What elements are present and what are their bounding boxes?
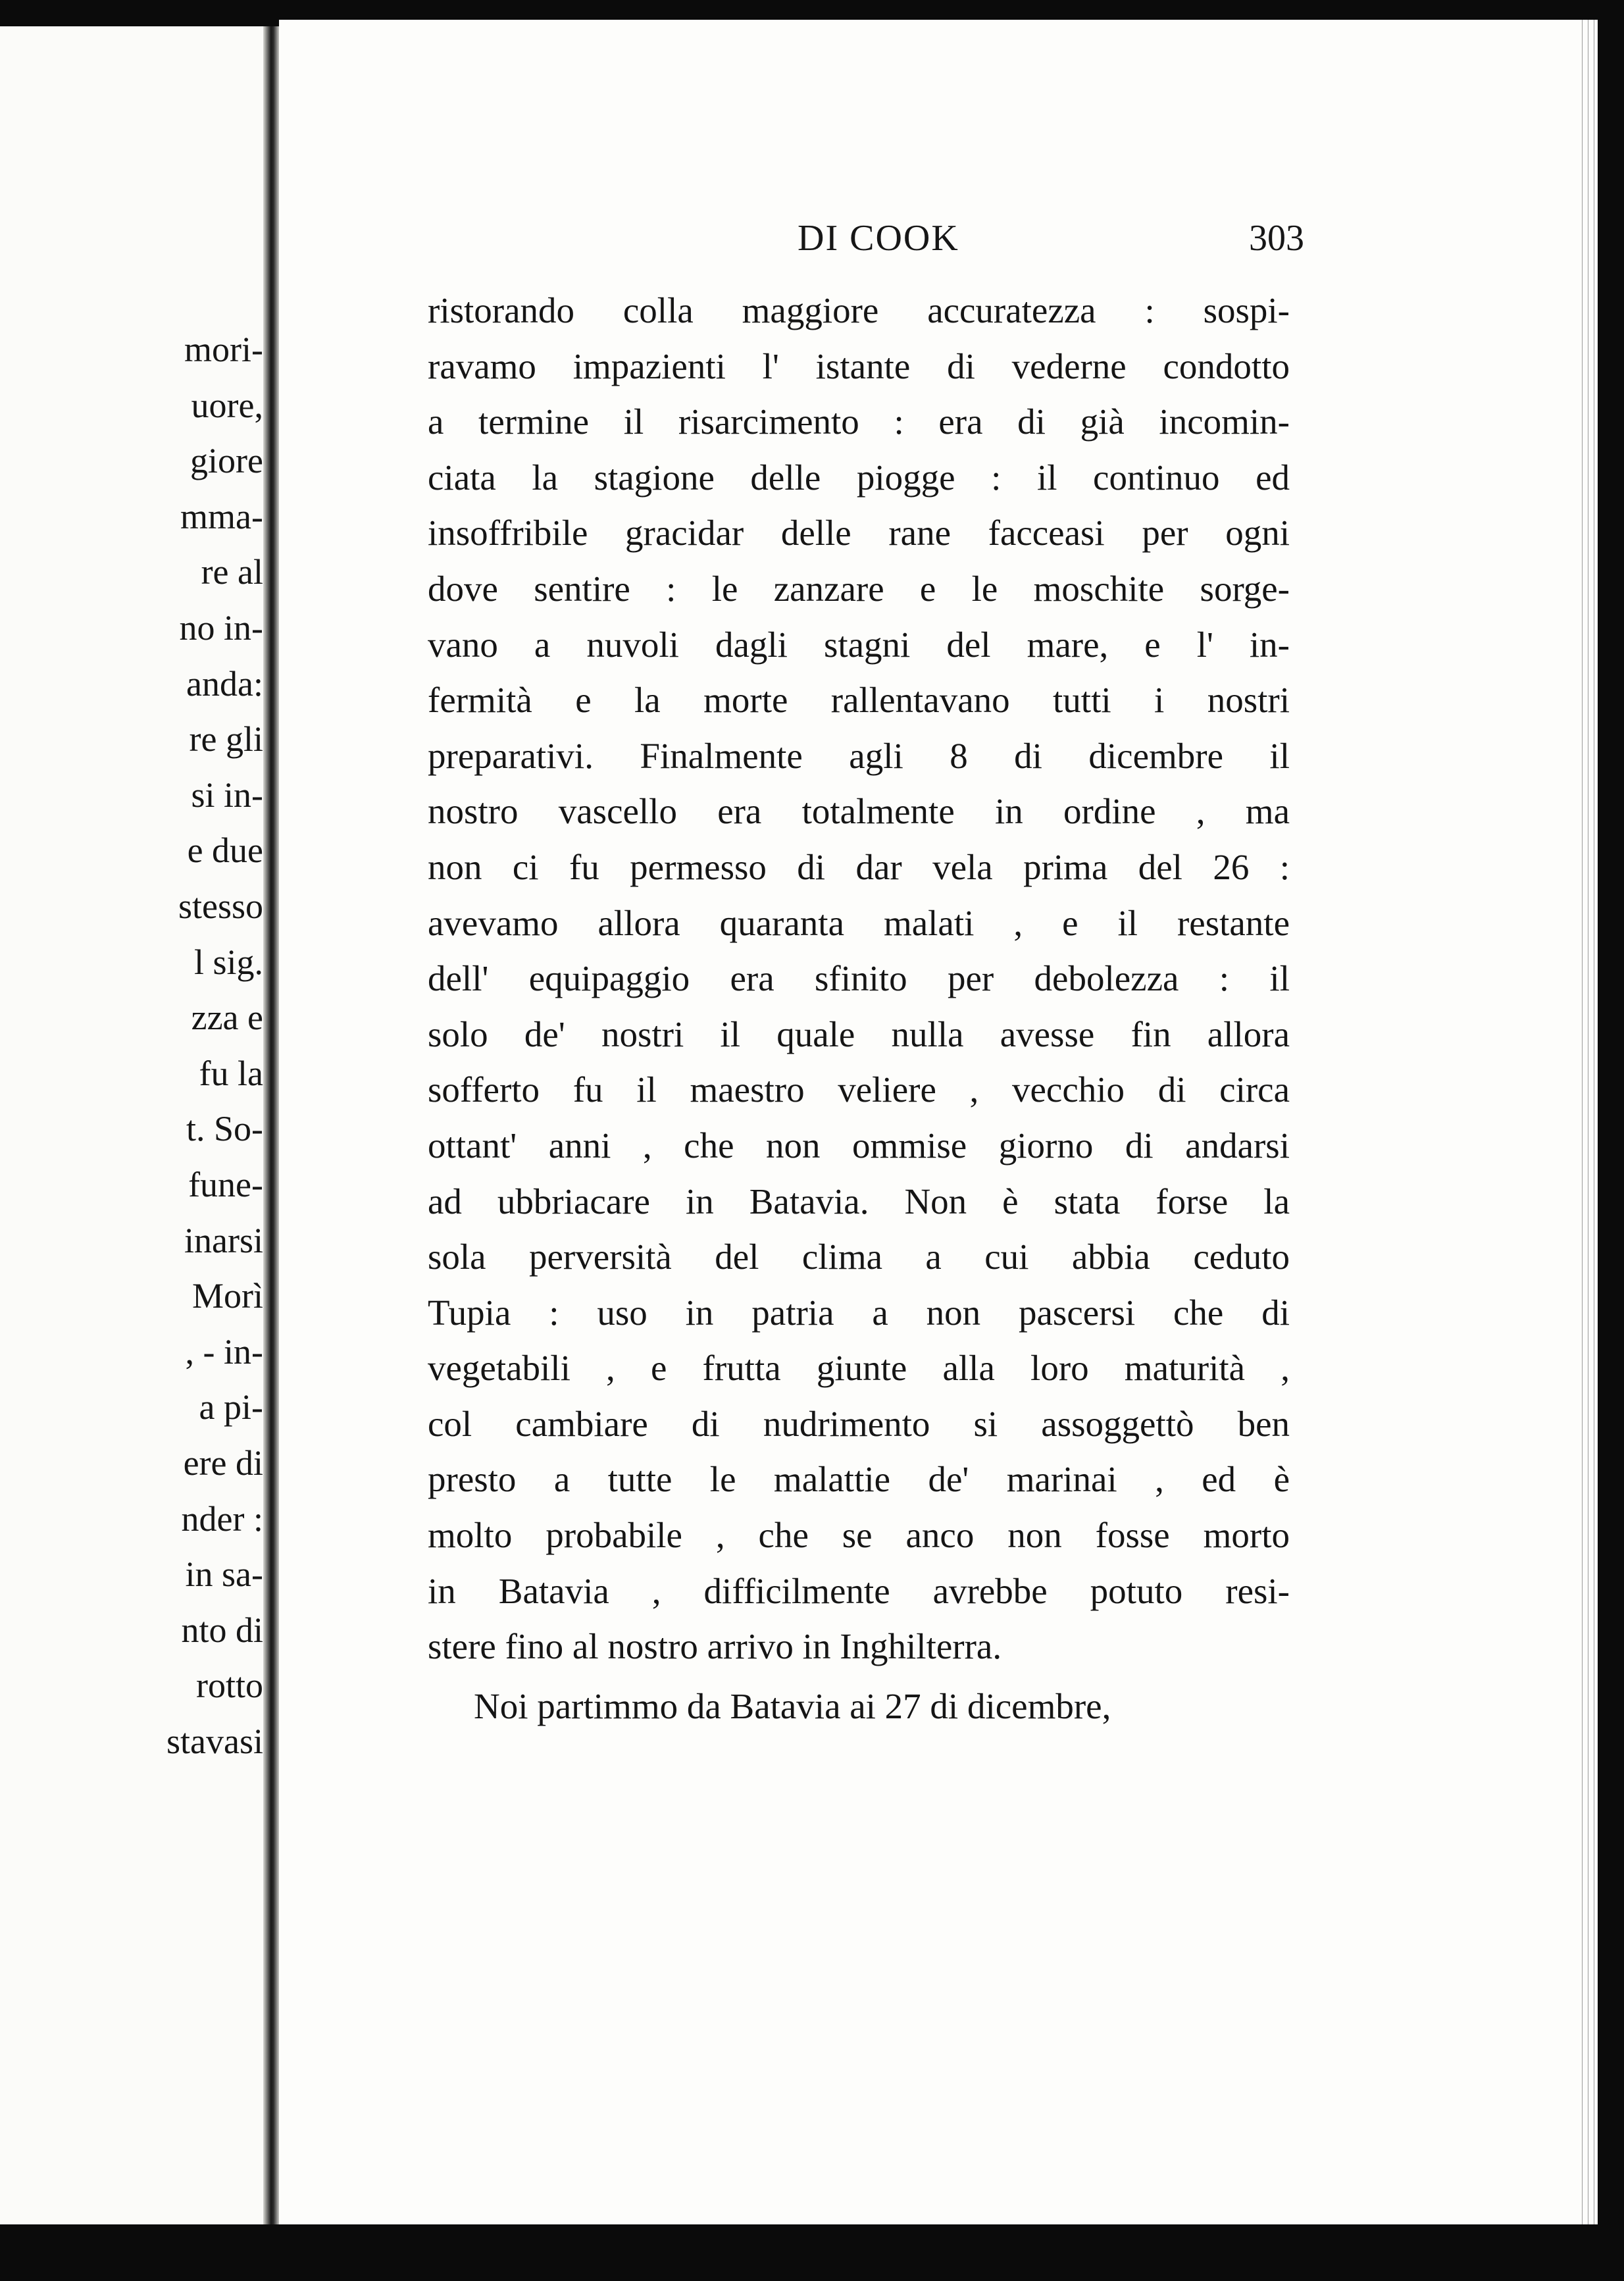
left-page-fragment: stavasi [166, 1722, 263, 1761]
book-gutter [263, 26, 280, 2231]
scan-border [0, 2224, 1624, 2281]
left-page-fragment: re al [201, 552, 263, 592]
text-line: stere fino al nostro arrivo in Inghilterra. [428, 1626, 1002, 1667]
text-line: avevamo allora quaranta malati , e il restante [428, 902, 1290, 943]
left-page-fragment: anda: [186, 663, 263, 704]
running-head: DI COOK [798, 218, 959, 259]
text-line: Tupia : uso in patria a non pascersi che di [428, 1292, 1290, 1333]
text-line: insoffribile gracidar delle rane facceasi per ogni [428, 513, 1290, 553]
left-page-fragment: a pi- [199, 1387, 263, 1427]
page-edge [1579, 20, 1598, 2224]
left-page-fragment: Morì [192, 1276, 263, 1316]
left-page-fragment: rotto [196, 1666, 263, 1706]
text-line: ravamo impazienti l' istante di vederne condotto [428, 346, 1290, 386]
left-page-fragment: inarsi [184, 1220, 263, 1260]
left-page-fragment: fu la [199, 1053, 263, 1093]
text-line: solo de' nostri il quale nulla avesse fin allora [428, 1013, 1290, 1054]
left-page-fragment: ere di [183, 1443, 263, 1483]
left-page-fragment: stesso [178, 886, 263, 926]
text-line: nostro vascello era totalmente in ordine , ma [428, 791, 1290, 832]
text-line: ottant' anni , che non ommise giorno di andarsi [428, 1125, 1290, 1166]
text-line: ad ubbriacare in Batavia. Non è stata forse la [428, 1181, 1290, 1221]
body-text [428, 283, 1290, 1734]
left-page-fragment: fune- [188, 1165, 263, 1204]
left-page-fragment: , - in- [185, 1331, 263, 1371]
left-page-fragment: e due [187, 831, 263, 871]
page-header [798, 217, 1304, 270]
text-line: fermità e la morte rallentavano tutti i nostri [428, 680, 1290, 721]
left-page-fragment: mma- [180, 496, 263, 536]
left-page-fragment: mori- [184, 330, 263, 369]
left-page [0, 26, 275, 2231]
text-line: sola perversità del clima a cui abbia ceduto [428, 1237, 1290, 1277]
text-line: sofferto fu il maestro veliere , vecchio di circa [428, 1069, 1290, 1110]
page-number: 303 [1249, 218, 1304, 259]
left-page-fragment: re gli [189, 719, 263, 759]
text-line: a termine il risarcimento : era di già incomin- [428, 401, 1290, 442]
text-line: ristorando colla maggiore accuratezza : sospi- [428, 290, 1290, 330]
left-page-fragment: no in- [179, 608, 263, 648]
left-page-fragment: zza e [191, 998, 263, 1038]
text-line: non ci fu permesso di dar vela prima del 26 : [428, 846, 1290, 887]
left-page-fragment: nto di [181, 1610, 263, 1650]
text-line: dell' equipaggio era sfinito per debolezza : il [428, 958, 1290, 999]
paragraph-opening: Noi partimmo da Batavia ai 27 di dicembre, [474, 1685, 1111, 1726]
left-page-fragment: in sa- [185, 1554, 263, 1595]
left-page-fragment: t. So- [186, 1109, 263, 1149]
text-line: molto probabile , che se anco non fosse morto [428, 1515, 1290, 1556]
text-line: vegetabili , e frutta giunte alla loro maturità , [428, 1348, 1290, 1389]
left-page-fragment: nder : [181, 1499, 263, 1539]
text-line: preparativi. Finalmente agli 8 di dicembre il [428, 735, 1290, 776]
text-line: presto a tutte le malattie de' marinai , ed è [428, 1459, 1290, 1500]
left-page-fragment: giore [190, 441, 263, 481]
text-line: ciata la stagione delle piogge : il continuo ed [428, 457, 1290, 498]
text-line: col cambiare di nudrimento si assoggettò ben [428, 1403, 1290, 1444]
left-page-fragment: uore, [191, 385, 263, 425]
left-page-fragment: l sig. [193, 942, 263, 982]
text-line: dove sentire : le zanzare e le moschite sorge- [428, 568, 1290, 609]
text-line: vano a nuvoli dagli stagni del mare, e l' in- [428, 624, 1290, 665]
left-page-fragment: si in- [191, 775, 263, 815]
text-line: in Batavia , difficilmente avrebbe potuto resi- [428, 1570, 1290, 1611]
